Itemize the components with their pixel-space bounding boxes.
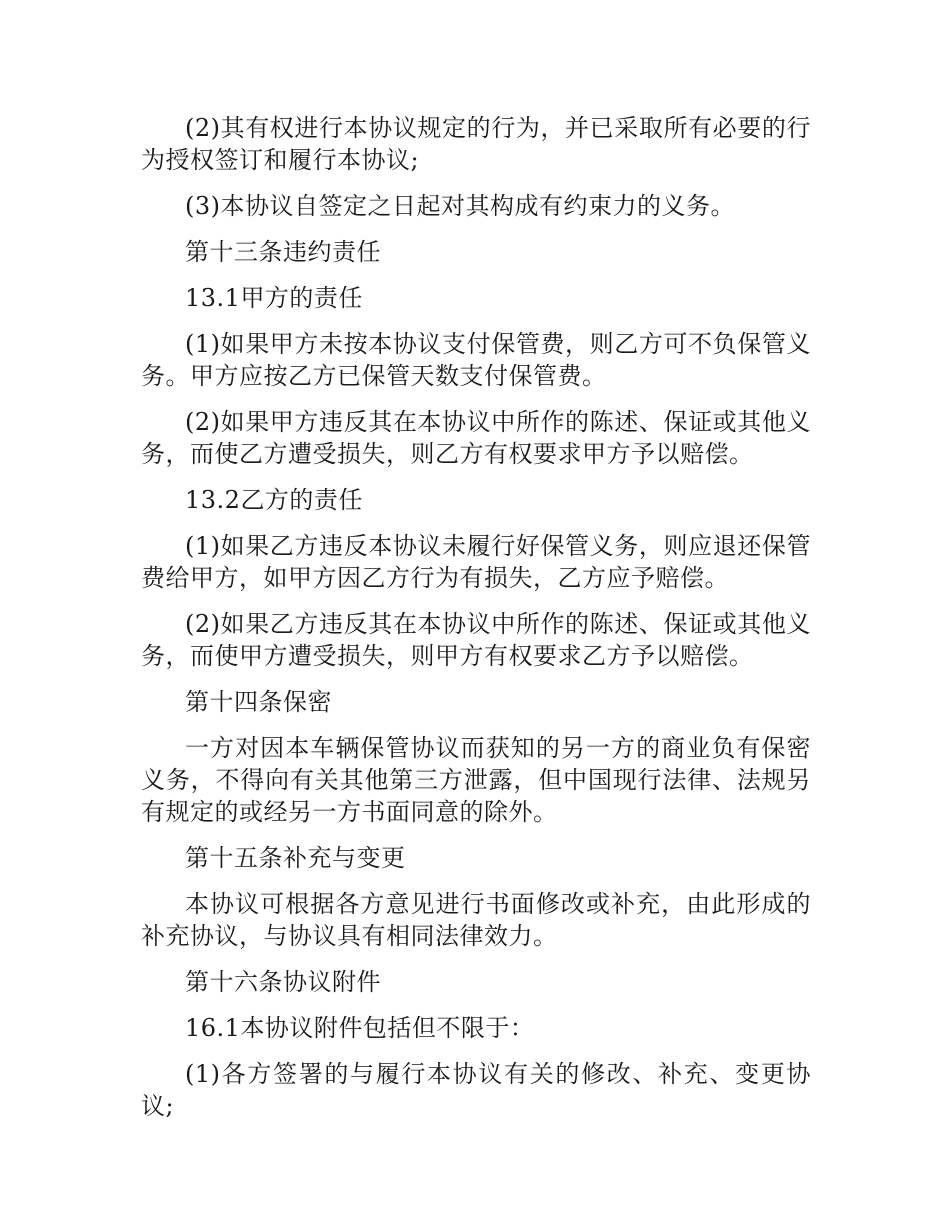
heading-13-1: 13.1甲方的责任 xyxy=(185,284,363,312)
heading-13-2: 13.2乙方的责任 xyxy=(185,486,363,514)
heading-article-16: 第十六条协议附件 xyxy=(185,968,381,996)
paragraph-binding-obligation: (3)本协议自签定之日起对其构成有约束力的义务。 xyxy=(185,192,735,220)
paragraph-16-1-item-1: (1)各方签署的与履行本协议有关的修改、补充、变更协议; xyxy=(141,1060,811,1120)
document-body xyxy=(141,112,811,1136)
heading-article-14: 第十四条保密 xyxy=(185,688,332,716)
heading-article-13: 第十三条违约责任 xyxy=(185,238,381,266)
heading-16-1: 16.1本协议附件包括但不限于： xyxy=(185,1014,535,1042)
paragraph-13-2-item-1: (1)如果乙方违反本协议未履行好保管义务，则应退还保管费给甲方，如甲方因乙方行为有损失，乙方应予赔偿。 xyxy=(141,532,811,592)
paragraph-confidentiality: 一方对因本车辆保管协议而获知的另一方的商业负有保密义务，不得向有关其他第三方泄露，但中国现行法律、法规另有规定的或经另一方书面同意的除外。 xyxy=(141,734,811,826)
heading-article-15: 第十五条补充与变更 xyxy=(185,844,406,872)
paragraph-supplement-change: 本协议可根据各方意见进行书面修改或补充，由此形成的补充协议，与协议具有相同法律效力。 xyxy=(141,890,811,950)
paragraph-13-2-item-2: (2)如果乙方违反其在本协议中所作的陈述、保证或其他义务，而使甲方遭受损失，则甲方有权要求乙方予以赔偿。 xyxy=(141,610,811,670)
paragraph-13-1-item-1: (1)如果甲方未按本协议支付保管费，则乙方可不负保管义务。甲方应按乙方已保管天数支付保管费。 xyxy=(141,330,811,390)
paragraph-13-1-item-2: (2)如果甲方违反其在本协议中所作的陈述、保证或其他义务，而使乙方遭受损失，则乙方有权要求甲方予以赔偿。 xyxy=(141,408,811,468)
paragraph-rights-authorization: (2)其有权进行本协议规定的行为，并已采取所有必要的行为授权签订和履行本协议; xyxy=(141,114,811,174)
